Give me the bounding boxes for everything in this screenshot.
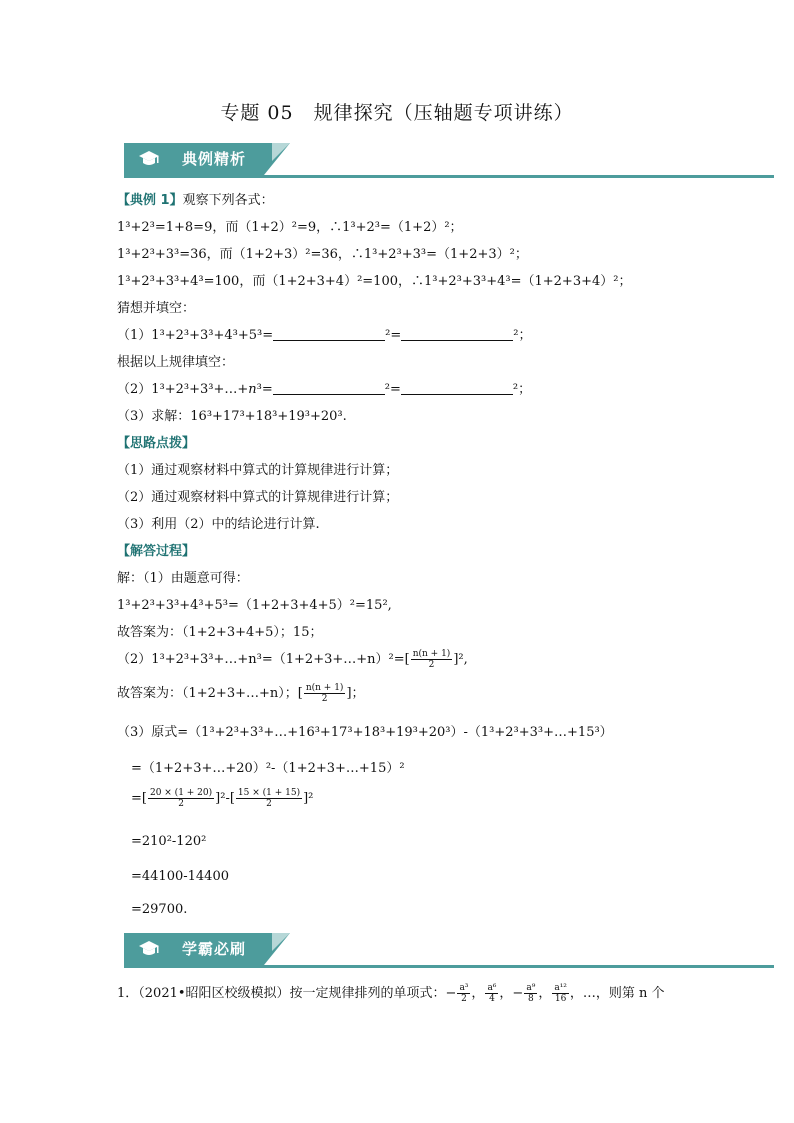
- graduation-cap-icon: [138, 150, 160, 168]
- section-banner-practice: [124, 933, 774, 969]
- fraction: [304, 683, 346, 704]
- fraction-numerator: a¹²: [554, 983, 567, 993]
- hint-2: （2）通过观察材料中算式的计算规律进行计算；: [117, 490, 399, 505]
- example-line-2: 1³+2³+3³=36，而（1+2+3）²=36，∴1³+2³+3³=（1+2+3）²；: [117, 247, 528, 262]
- graduation-cap-icon: [138, 940, 160, 958]
- solution-line-11: =29700.: [131, 902, 188, 917]
- answer-blank[interactable]: [401, 327, 513, 341]
- solution-line-9: =210²-120²: [131, 834, 207, 849]
- solution-line-2: 1³+2³+3³+4³+5³=（1+2+3+4+5）²=15²,: [117, 598, 392, 613]
- q2-exp: ³=: [256, 382, 273, 397]
- solution-label: 【解答过程】: [117, 544, 196, 559]
- fraction: [236, 788, 302, 809]
- page-title: 专题 05 规律探究（压轴题专项讲练）: [220, 102, 574, 124]
- solution-line-6: （3）原式=（1³+2³+3³+…+16³+17³+18³+19³+20³）-（1³+2³+3³+…+15³）: [117, 725, 613, 740]
- q2-prefix: （2）1³+2³+3³+…+: [117, 382, 249, 397]
- solution-line-10: =44100-14400: [131, 869, 229, 884]
- answer-blank[interactable]: [273, 327, 385, 341]
- fraction: [148, 788, 214, 809]
- q1-prefix: （1）1³+2³+3³+4³+5³=: [117, 328, 274, 343]
- fraction-numerator: a⁶: [487, 983, 497, 993]
- fraction-numerator: n(n + 1): [412, 649, 451, 659]
- hint-label: 【思路点拨】: [117, 436, 196, 451]
- question-2: [117, 378, 531, 397]
- example-label: 【典例 1】: [117, 193, 183, 208]
- fraction-denominator: 2: [178, 799, 184, 809]
- fraction: [411, 649, 453, 670]
- solution-line-3: 故答案为：（1+2+3+4+5）；15；: [117, 625, 323, 640]
- fraction-denominator: 16: [554, 994, 567, 1004]
- fraction-numerator: 15 × (1 + 15): [237, 788, 301, 798]
- q2-mid: ²=: [384, 382, 401, 397]
- question-3: （3）求解：16³+17³+18³+19³+20³.: [117, 409, 347, 424]
- rule-prompt: 根据以上规律填空：: [117, 355, 235, 370]
- fraction: [524, 983, 537, 1004]
- s8-suffix: ]²: [303, 791, 314, 806]
- answer-blank[interactable]: [273, 381, 385, 395]
- fraction: [485, 983, 498, 1004]
- guess-prompt: 猜想并填空：: [117, 301, 196, 316]
- exercise-1-suffix: ，…，则第 n 个: [569, 986, 665, 1001]
- answer-blank[interactable]: [401, 381, 513, 395]
- fraction-numerator: 20 × (1 + 20): [149, 788, 213, 798]
- s5-suffix: ]；: [346, 686, 365, 701]
- q2-n: n: [248, 382, 257, 397]
- example-line-3: 1³+2³+3³+4³=100，而（1+2+3+4）²=100，∴1³+2³+3³+4³=（1+2+3+4）²；: [117, 274, 632, 289]
- s8-prefix: =[: [131, 791, 147, 806]
- fraction-denominator: 2: [321, 694, 328, 704]
- q1-mid: ²=: [385, 328, 402, 343]
- solution-line-4: [117, 648, 468, 670]
- example-intro: [117, 189, 274, 208]
- solution-line-8: [131, 788, 313, 809]
- q2-end: ²；: [512, 382, 532, 397]
- fraction-denominator: 2: [428, 660, 435, 670]
- s4-suffix: ]²,: [453, 652, 468, 667]
- exercise-1: 1．（2021•昭阳区校级模拟）按一定规律排列的单项式：− $\frac{\text{a³}}{2}$ ， $\frac{\text{a⁶}}{4}$ ，− $\frac{\text{a⁹}}{8}$ ， $\frac{\text{a¹²}}{16}$ ，…，则第 n 个: [117, 983, 665, 1004]
- hint-3: （3）利用（2）中的结论进行计算.: [117, 517, 320, 532]
- q1-end: ²；: [513, 328, 532, 343]
- section-banner-examples: [124, 143, 774, 179]
- fraction-denominator: 2: [461, 994, 467, 1004]
- exercise-1-prefix: 1．（2021•昭阳区校级模拟）按一定规律排列的单项式：: [117, 986, 446, 1001]
- fraction-numerator: n(n + 1): [305, 683, 344, 693]
- s5-prefix: 故答案为：（1+2+3+…+n）；[: [117, 686, 303, 701]
- fraction-denominator: 2: [266, 799, 272, 809]
- fraction-numerator: a³: [459, 983, 469, 993]
- s4-prefix: （2）1³+2³+3³+…+n³=（1+2+3+…+n）²=[: [117, 652, 410, 667]
- fraction-denominator: 8: [527, 994, 534, 1004]
- solution-line-5: [117, 682, 365, 704]
- section-title: 典例精析: [182, 150, 247, 168]
- section-title: 学霸必刷: [182, 940, 247, 958]
- example-intro-text: 观察下列各式：: [182, 193, 274, 208]
- hint-1: （1）通过观察材料中算式的计算规律进行计算；: [117, 463, 399, 478]
- fraction: [457, 983, 470, 1004]
- fraction-denominator: 4: [489, 994, 495, 1004]
- s8-mid: ]²-[: [215, 791, 235, 806]
- solution-line-7: =（1+2+3+…+20）²-（1+2+3+…+15）²: [131, 761, 405, 776]
- solution-line-1: 解：（1）由题意可得：: [117, 571, 249, 586]
- question-1: [117, 324, 531, 343]
- fraction: [552, 983, 569, 1004]
- fraction-numerator: a⁹: [526, 983, 536, 993]
- example-line-1: 1³+2³=1+8=9，而（1+2）²=9，∴1³+2³=（1+2）²；: [117, 220, 463, 235]
